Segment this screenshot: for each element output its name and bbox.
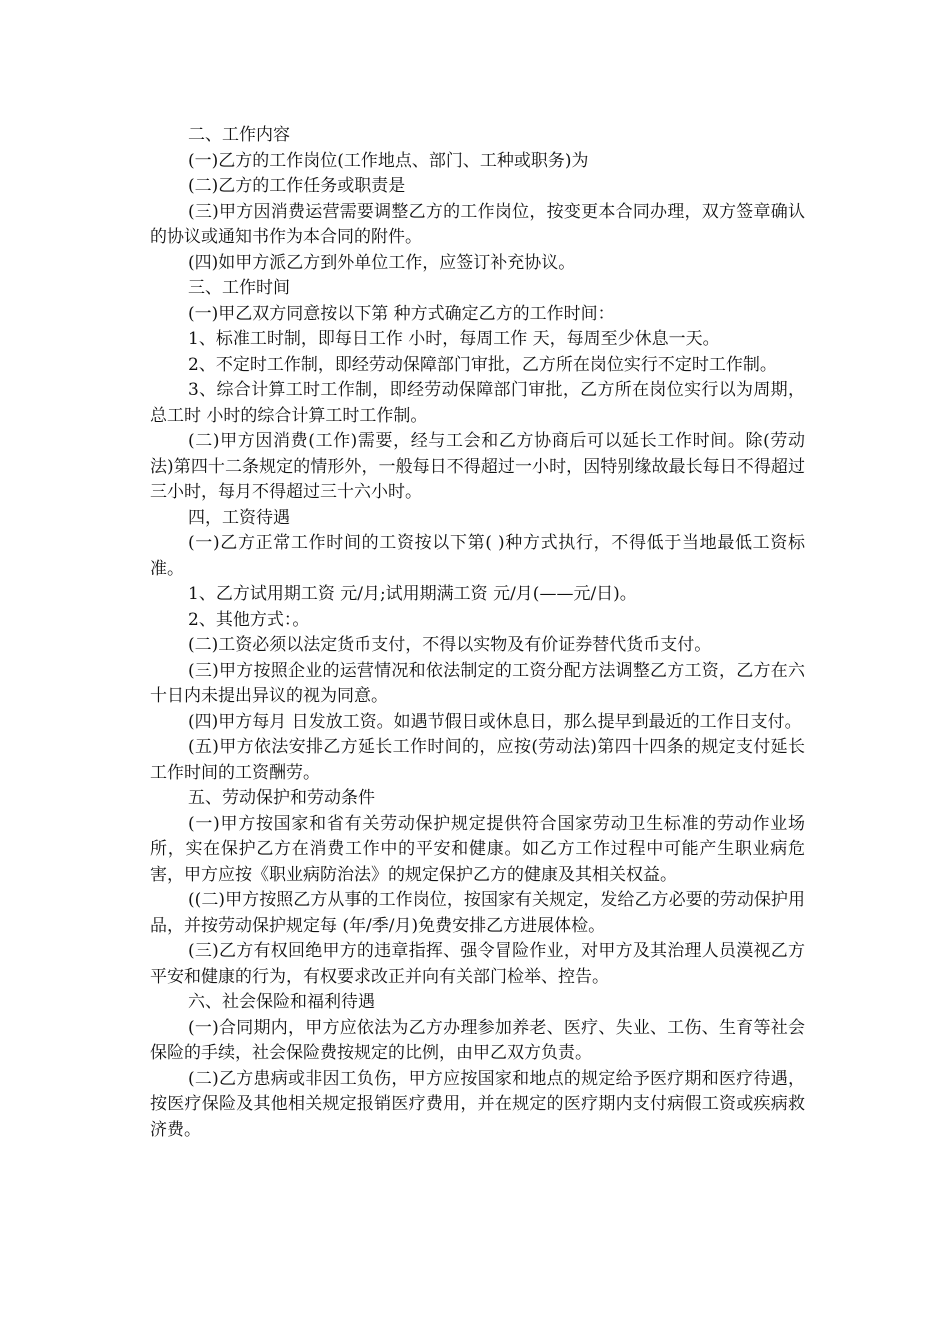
- section-heading-social-insurance: 六、社会保险和福利待遇: [188, 992, 375, 1012]
- clause-paragraph: ((二)甲方按照乙方从事的工作岗位，按国家有关规定，发给乙方必要的劳动保护用品，并按劳动保护规定每 (年/季/月)免费安排乙方进展体检。: [150, 890, 805, 936]
- section-heading-work-time: 三、工作时间: [188, 278, 290, 298]
- clause-paragraph: (二)乙方的工作任务或职责是: [188, 176, 406, 196]
- clause-paragraph: (一)甲方按国家和省有关劳动保护规定提供符合国家劳动卫生标准的劳动作业场所，实在保护乙方在消费工作中的平安和健康。如乙方工作过程中可能产生职业病危害，甲方应按《职业病防治法》的规定保护乙方的健康及其相关权益。: [150, 813, 805, 885]
- clause-paragraph: (四)如甲方派乙方到外单位工作，应签订补充协议。: [188, 252, 576, 273]
- clause-paragraph: (三)乙方有权回绝甲方的违章指挥、强令冒险作业，对甲方及其治理人员漠视乙方平安和健康的行为，有权要求改正并向有关部门检举、控告。: [150, 941, 805, 987]
- clause-paragraph: (二)乙方患病或非因工负伤，甲方应按国家和地点的规定给予医疗期和医疗待遇，按医疗保险及其他相关规定报销医疗费用，并在规定的医疗期内支付病假工资或疾病救济费。: [150, 1068, 805, 1140]
- clause-paragraph: (三)甲方按照企业的运营情况和依法制定的工资分配方法调整乙方工资，乙方在六十日内未提出异议的视为同意。: [150, 660, 805, 706]
- section-heading-labor-protection: 五、劳动保护和劳动条件: [188, 788, 375, 808]
- clause-paragraph: (四)甲方每月 日发放工资。如遇节假日或休息日，那么提早到最近的工作日支付。: [188, 711, 802, 732]
- clause-paragraph: (三)甲方因消费运营需要调整乙方的工作岗位，按变更本合同办理，双方签章确认的协议或通知书作为本合同的附件。: [150, 201, 805, 247]
- clause-paragraph: 2、其他方式：。: [188, 609, 310, 630]
- section-heading-wages: 四，工资待遇: [188, 507, 290, 528]
- clause-paragraph: (二)工资必须以法定货币支付，不得以实物及有价证券替代货币支付。: [188, 635, 712, 655]
- clause-paragraph: (五)甲方依法安排乙方延长工作时间的，应按(劳动法)第四十四条的规定支付延长工作时间的工资酬劳。: [150, 737, 805, 783]
- clause-paragraph: 2、不定时工作制，即经劳动保障部门审批，乙方所在岗位实行不定时工作制。: [188, 354, 777, 375]
- clause-paragraph: (一)乙方的工作岗位(工作地点、部门、工种或职务)为: [188, 150, 589, 171]
- clause-paragraph: 1、乙方试用期工资 元/月;试用期满工资 元/月(——元/日)。: [188, 584, 637, 604]
- document-body: [150, 123, 805, 1143]
- clause-paragraph: (一)甲乙双方同意按以下第 种方式确定乙方的工作时间：: [188, 303, 615, 324]
- clause-paragraph: (一)合同期内，甲方应依法为乙方办理参加养老、医疗、失业、工伤、生育等社会保险的手续，社会保险费按规定的比例，由甲乙双方负责。: [150, 1017, 805, 1063]
- clause-paragraph: (二)甲方因消费(工作)需要，经与工会和乙方协商后可以延长工作时间。除(劳动法)第四十二条规定的情形外，一般每日不得超过一小时，因特别缘故最长每日不得超过三小时，每月不得超过三十六小时。: [150, 431, 805, 502]
- clause-paragraph: 1、标准工时制，即每日工作 小时，每周工作 天，每周至少休息一天。: [188, 329, 720, 349]
- clause-paragraph: 3、综合计算工时工作制，即经劳动保障部门审批，乙方所在岗位实行以为周期，总工时 小时的综合计算工时工作制。: [150, 380, 805, 426]
- clause-paragraph: (一)乙方正常工作时间的工资按以下第( )种方式执行，不得低于当地最低工资标准。: [150, 533, 805, 579]
- section-heading-work-content: 二、工作内容: [188, 125, 290, 145]
